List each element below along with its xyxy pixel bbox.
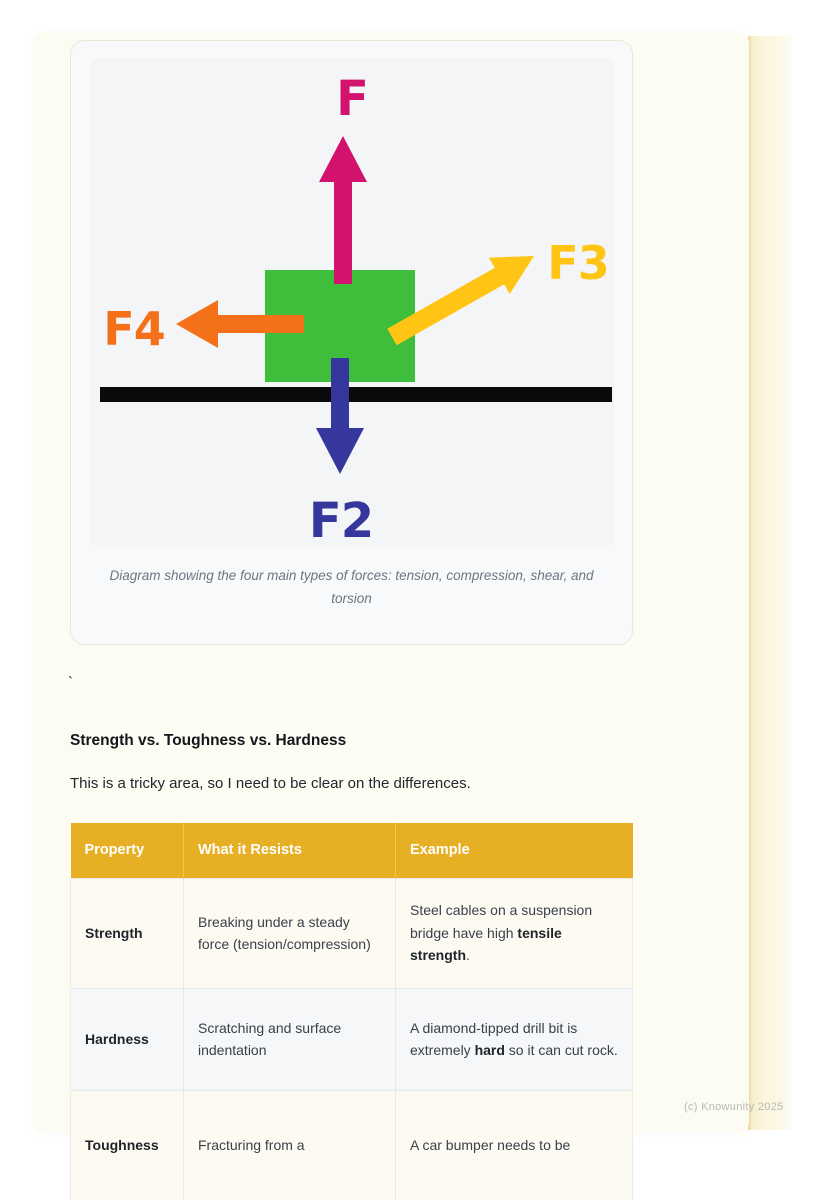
left-arrow-head: [176, 300, 218, 348]
table-cell: [184, 1090, 396, 1200]
cell-text: A diamond-tipped drill bit is extremely: [410, 1019, 578, 1058]
cell-text-bold: tensile strength: [410, 924, 562, 964]
force-label-left: F4: [103, 302, 165, 356]
forces-diagram-svg: [90, 58, 614, 548]
properties-table: [70, 823, 633, 1200]
section-intro: This is a tricky area, so I need to be clear on the differences.: [70, 775, 471, 792]
cell-text: Fracturing from a: [198, 1137, 305, 1154]
table-cell: [396, 1090, 633, 1200]
table-header-row: [71, 823, 633, 878]
note-page: [35, 33, 749, 1154]
top-arrow-head: [319, 136, 367, 182]
figure-caption: Diagram showing the four main types of forces: tension, compression, shear, and torsion: [109, 568, 594, 606]
left-arrow-shaft: [214, 315, 304, 333]
force-label-bottom: F2: [308, 493, 374, 549]
bottom-arrow-shaft: [331, 358, 349, 432]
next-page-edge: [748, 36, 792, 1130]
table-cell: [184, 988, 396, 1090]
stray-backtick: `: [68, 674, 73, 691]
section-heading: Strength vs. Toughness vs. Hardness: [70, 732, 347, 749]
cell-text: Strength: [85, 924, 143, 941]
table-header: [71, 823, 633, 878]
table-cell: [396, 878, 633, 988]
cell-text: Steel cables on a suspension bridge have high: [410, 902, 593, 941]
force-label-right: F3: [547, 236, 609, 290]
table-cell: [184, 878, 396, 988]
header-cell-property: Property: [71, 823, 184, 878]
table-row: [71, 1090, 633, 1200]
cell-text-bold: hard: [474, 1042, 505, 1058]
top-arrow-shaft: [334, 176, 352, 284]
table-cell: [71, 1090, 184, 1200]
figure-card: [70, 40, 633, 645]
watermark: (c) Knowunity 2025: [684, 1101, 784, 1113]
table-row: [71, 878, 633, 988]
cell-text: Hardness: [85, 1030, 149, 1047]
cell-text: so it can cut rock.: [504, 1042, 618, 1058]
cell-text: .: [466, 947, 470, 964]
cell-text: Toughness: [85, 1137, 159, 1154]
cell-text: Scratching and surface indentation: [198, 1019, 342, 1058]
table-cell: [396, 988, 633, 1090]
table-cell: [71, 988, 184, 1090]
force-label-top: F: [336, 71, 368, 127]
table-cell: [71, 878, 184, 988]
beam-shape: [100, 387, 612, 402]
table-row: [71, 988, 633, 1090]
cell-text: Breaking under a steady force (tension/compression): [198, 913, 371, 952]
header-cell-resists: What it Resists: [184, 823, 396, 878]
forces-diagram: [90, 58, 614, 548]
table-body: [71, 878, 633, 1200]
cell-text: A car bumper needs to be: [410, 1137, 571, 1154]
bottom-arrow-head: [316, 428, 364, 474]
header-cell-example: Example: [396, 823, 633, 878]
